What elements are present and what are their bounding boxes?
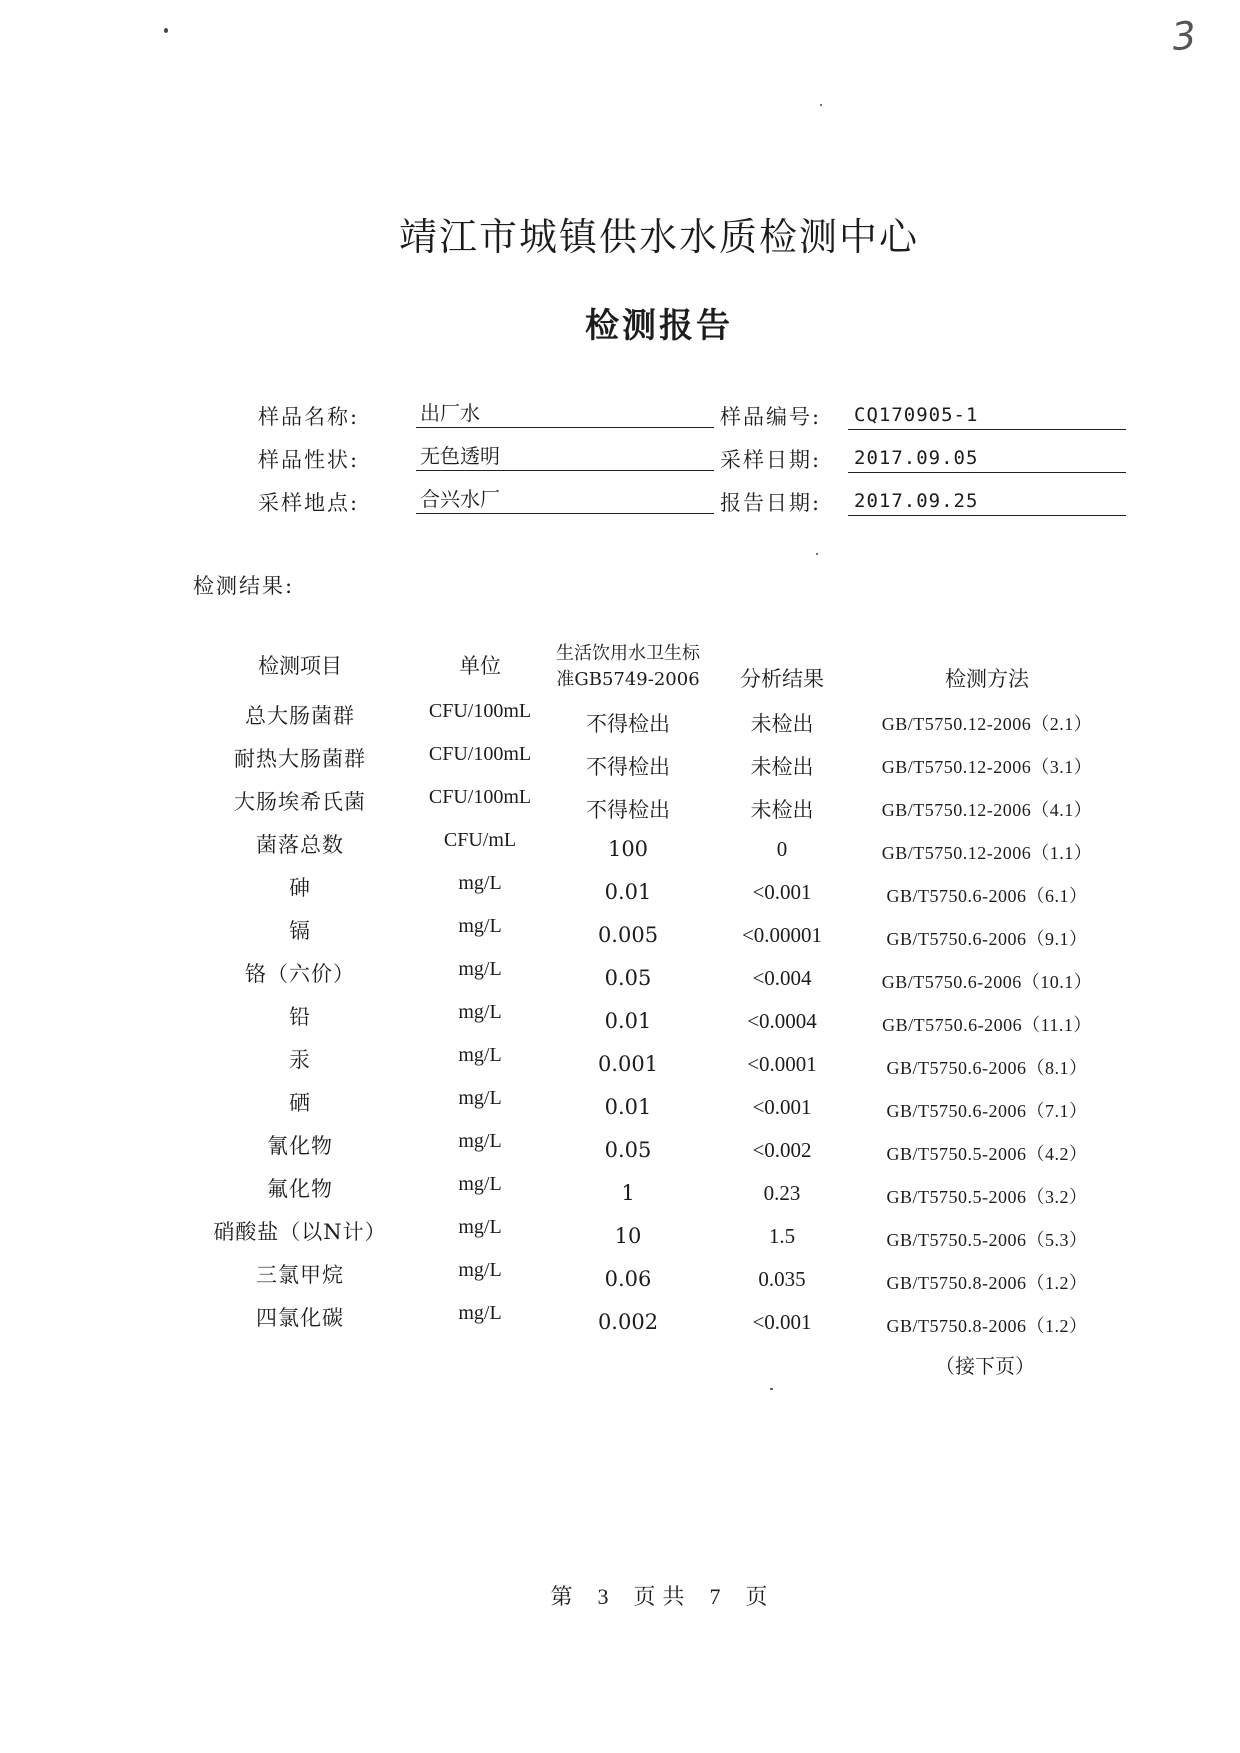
footer-current-page: 3 <box>597 1584 609 1609</box>
table-row <box>0 829 1240 869</box>
cell-item: 硝酸盐（以N计） <box>213 1220 387 1244</box>
cell-result: <0.001 <box>752 1095 812 1119</box>
cell-unit: CFU/100mL <box>428 700 532 722</box>
cell-method: GB/T5750.12-2006（2.1） <box>881 714 1093 734</box>
scan-speck <box>816 553 818 555</box>
cell-result: 未检出 <box>750 798 814 822</box>
cell-standard: 0.06 <box>604 1267 652 1291</box>
table-row <box>0 1302 1240 1342</box>
cell-unit: mg/L <box>458 1216 502 1238</box>
cell-standard: 0.001 <box>597 1052 659 1076</box>
cell-result: <0.001 <box>752 880 812 904</box>
cell-method: GB/T5750.6-2006（9.1） <box>886 929 1088 949</box>
cell-standard: 10 <box>614 1224 642 1248</box>
cell-item: 三氯甲烷 <box>256 1263 344 1287</box>
cell-method: GB/T5750.6-2006（10.1） <box>881 972 1093 992</box>
cell-result: <0.0001 <box>747 1052 817 1076</box>
footer-prefix: 第 <box>550 1585 573 1610</box>
table-row <box>0 786 1240 826</box>
header-unit: 单位 <box>459 654 501 678</box>
cell-unit: CFU/mL <box>443 829 517 851</box>
report-date-value: 2017.09.25 <box>848 486 1126 516</box>
header-result: 分析结果 <box>740 667 824 691</box>
cell-method: GB/T5750.5-2006（3.2） <box>886 1187 1088 1207</box>
cell-unit: mg/L <box>458 1173 502 1195</box>
cell-unit: mg/L <box>458 958 502 980</box>
cell-item: 硒 <box>289 1091 311 1115</box>
table-row <box>0 743 1240 783</box>
table-row <box>0 915 1240 955</box>
cell-unit: mg/L <box>458 1130 502 1152</box>
table-row <box>0 1259 1240 1299</box>
scan-speck <box>820 104 822 106</box>
sample-state-value: 无色透明 <box>416 441 714 471</box>
cell-method: GB/T5750.6-2006（11.1） <box>882 1015 1092 1035</box>
cell-item: 砷 <box>289 876 311 900</box>
cell-result: 0 <box>776 837 788 861</box>
cell-result: <0.001 <box>752 1310 812 1334</box>
cell-unit: mg/L <box>458 1302 502 1324</box>
cell-method: GB/T5750.8-2006（1.2） <box>886 1316 1088 1336</box>
cell-unit: mg/L <box>458 1044 502 1066</box>
cell-item: 四氯化碳 <box>256 1306 344 1330</box>
cell-method: GB/T5750.12-2006（4.1） <box>881 800 1093 820</box>
sample-name-value: 出厂水 <box>416 398 714 428</box>
sample-no-value: CQ170905-1 <box>848 400 1126 430</box>
footer-mid: 页 共 <box>633 1585 685 1610</box>
table-row <box>0 1087 1240 1127</box>
cell-item: 铬（六价） <box>245 962 355 986</box>
cell-standard: 0.01 <box>604 880 652 904</box>
cell-result: 0.035 <box>758 1267 806 1291</box>
report-date-label: 报告日期: <box>720 491 822 515</box>
cell-standard: 0.01 <box>604 1009 652 1033</box>
cell-result: <0.00001 <box>741 923 823 947</box>
cell-method: GB/T5750.5-2006（4.2） <box>886 1144 1088 1164</box>
cell-unit: CFU/100mL <box>428 743 532 765</box>
cell-result: 0.23 <box>763 1181 801 1205</box>
cell-method: GB/T5750.8-2006（1.2） <box>886 1273 1088 1293</box>
organization-name: 靖江市城镇供水水质检测中心 <box>398 215 919 259</box>
results-heading: 检测结果: <box>193 574 295 598</box>
page-footer <box>0 1580 1240 1611</box>
cell-unit: mg/L <box>458 1001 502 1023</box>
cell-method: GB/T5750.5-2006（5.3） <box>886 1230 1088 1250</box>
cell-result: <0.002 <box>752 1138 812 1162</box>
header-method: 检测方法 <box>945 667 1029 691</box>
cell-item: 铅 <box>289 1005 311 1029</box>
sample-name-label: 样品名称: <box>258 405 360 429</box>
scan-speck <box>770 1388 773 1390</box>
report-title: 检测报告 <box>585 306 733 346</box>
cell-standard: 0.005 <box>597 923 659 947</box>
cell-method: GB/T5750.6-2006（6.1） <box>886 886 1088 906</box>
cell-item: 大肠埃希氏菌 <box>234 790 366 814</box>
handwritten-page-marker: 3 <box>1169 12 1199 60</box>
header-standard-line1: 生活饮用水卫生标 <box>556 643 700 664</box>
table-row <box>0 958 1240 998</box>
cell-method: GB/T5750.12-2006（3.1） <box>881 757 1093 777</box>
cell-method: GB/T5750.12-2006（1.1） <box>881 843 1093 863</box>
cell-unit: mg/L <box>458 1087 502 1109</box>
cell-result: 未检出 <box>750 755 814 779</box>
cell-unit: mg/L <box>458 1259 502 1281</box>
cell-item: 耐热大肠菌群 <box>234 747 366 771</box>
cell-standard: 不得检出 <box>586 712 670 736</box>
cell-method: GB/T5750.6-2006（7.1） <box>886 1101 1088 1121</box>
cell-standard: 0.05 <box>604 1138 652 1162</box>
scan-speck <box>164 28 168 33</box>
header-standard-line2: 准GB5749-2006 <box>556 669 700 690</box>
cell-standard: 不得检出 <box>586 798 670 822</box>
sample-no-label: 样品编号: <box>720 405 822 429</box>
cell-item: 氰化物 <box>267 1134 333 1158</box>
cell-unit: mg/L <box>458 915 502 937</box>
table-row <box>0 1044 1240 1084</box>
cell-result: 1.5 <box>768 1224 796 1248</box>
cell-result: <0.0004 <box>747 1009 817 1033</box>
cell-standard: 0.01 <box>604 1095 652 1119</box>
cell-item: 氟化物 <box>267 1177 333 1201</box>
sampling-date-label: 采样日期: <box>720 448 822 472</box>
table-row <box>0 872 1240 912</box>
cell-item: 汞 <box>289 1048 311 1072</box>
cell-standard: 100 <box>607 837 649 861</box>
cell-standard: 1 <box>621 1181 635 1205</box>
cell-standard: 0.05 <box>604 966 652 990</box>
cell-item: 镉 <box>289 919 311 943</box>
table-row <box>0 1130 1240 1170</box>
table-row <box>0 1173 1240 1213</box>
sampling-site-value: 合兴水厂 <box>416 484 714 514</box>
header-item: 检测项目 <box>258 654 342 678</box>
continued-note: （接下页） <box>935 1354 1035 1378</box>
cell-standard: 不得检出 <box>586 755 670 779</box>
cell-method: GB/T5750.6-2006（8.1） <box>886 1058 1088 1078</box>
table-row <box>0 1216 1240 1256</box>
cell-result: 未检出 <box>750 712 814 736</box>
sampling-date-value: 2017.09.05 <box>848 443 1126 473</box>
sample-state-label: 样品性状: <box>258 448 360 472</box>
cell-unit: CFU/100mL <box>428 786 532 808</box>
footer-total-pages: 7 <box>709 1584 721 1609</box>
cell-item: 菌落总数 <box>256 833 344 857</box>
cell-unit: mg/L <box>458 872 502 894</box>
cell-result: <0.004 <box>752 966 812 990</box>
cell-standard: 0.002 <box>597 1310 659 1334</box>
table-row <box>0 700 1240 740</box>
footer-suffix: 页 <box>745 1585 768 1610</box>
sampling-site-label: 采样地点: <box>258 491 360 515</box>
cell-item: 总大肠菌群 <box>245 704 355 728</box>
table-row <box>0 1001 1240 1041</box>
